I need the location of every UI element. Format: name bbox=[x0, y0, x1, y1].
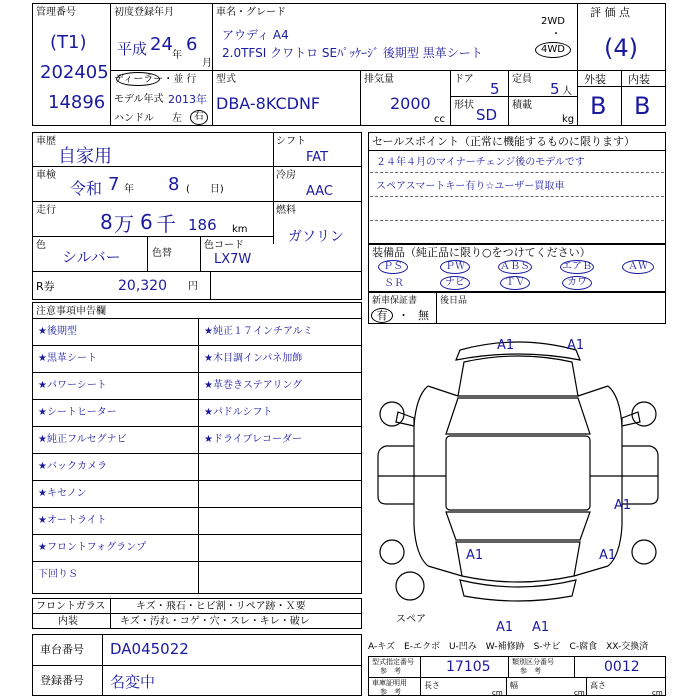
notes-title: 注意事項申告欄 bbox=[36, 306, 106, 317]
chassis-value: DA045022 bbox=[110, 640, 189, 658]
equip-abs: ＡＢＳ bbox=[500, 261, 530, 272]
divider bbox=[110, 70, 577, 71]
spare-tire bbox=[396, 572, 424, 600]
note-right-3: ★革巻きステアリング bbox=[204, 380, 303, 391]
drive-dot: ・ bbox=[551, 29, 561, 40]
type-spec-sub: 参 考 bbox=[380, 667, 401, 675]
damage-mark-front-bumper-left: A1 bbox=[497, 338, 515, 353]
equip-ps: ＰＳ bbox=[378, 260, 408, 274]
km-unit: km bbox=[232, 224, 248, 235]
type-spec-label: 型式指定番号 bbox=[372, 658, 414, 666]
color-label: 色 bbox=[36, 240, 46, 251]
divider bbox=[210, 271, 211, 300]
notes-row-divider bbox=[32, 561, 362, 562]
divider bbox=[273, 201, 362, 202]
divider bbox=[508, 656, 509, 677]
first-reg-month: 6 bbox=[186, 34, 198, 55]
wheel-front-left bbox=[380, 402, 404, 426]
notes-row-divider bbox=[32, 426, 362, 427]
reg-value: 名変中 bbox=[110, 673, 156, 691]
notes-row-divider bbox=[32, 507, 362, 508]
note-left-4: ★シートヒーター bbox=[38, 407, 117, 418]
r-value: 20,320 bbox=[118, 278, 167, 294]
note-left-9: ★フロントフォグランプ bbox=[38, 542, 147, 553]
divider bbox=[621, 70, 622, 126]
history-value: 自家用 bbox=[58, 146, 112, 167]
interior-label: 内装 bbox=[628, 73, 650, 86]
displacement-value: 2000 bbox=[390, 94, 431, 113]
damage-mark-rear-bumper-right: A1 bbox=[532, 620, 550, 635]
divider bbox=[198, 318, 199, 594]
class-label: 類別区分番号 bbox=[512, 658, 554, 666]
cert-sub: 参 考 bbox=[380, 688, 401, 696]
shaken-year: 7 bbox=[108, 174, 120, 195]
mileage-rest: 186 bbox=[188, 216, 217, 234]
shaken-day-label: ( 日) bbox=[186, 184, 224, 195]
type-label: 型式 bbox=[216, 74, 236, 85]
divider bbox=[436, 292, 437, 324]
divider bbox=[147, 236, 148, 271]
mileage-sen: 千 bbox=[156, 212, 176, 236]
note-left-3: ★パワーシート bbox=[38, 380, 107, 391]
doors-value: 5 bbox=[490, 80, 500, 98]
divider bbox=[420, 656, 421, 696]
shift-label: シフト bbox=[276, 136, 306, 147]
divider bbox=[200, 236, 201, 271]
aircon-value: AAC bbox=[306, 184, 333, 199]
mileage-sen-num: 6 bbox=[140, 210, 153, 234]
first-reg-era: 平成 bbox=[117, 40, 148, 58]
car-diagram bbox=[368, 326, 666, 638]
equip-leather: カワ bbox=[562, 276, 592, 290]
equip-pw: ＰＷ bbox=[440, 260, 470, 274]
divider bbox=[110, 3, 111, 126]
capacity-unit: 人 bbox=[562, 86, 572, 97]
class-sub: 参 考 bbox=[520, 667, 541, 675]
divider bbox=[110, 598, 111, 629]
divider bbox=[32, 236, 273, 237]
warranty-dot: ・ bbox=[398, 309, 409, 322]
mileage-man: 万 bbox=[114, 212, 134, 236]
damage-mark-right-rear-door: A1 bbox=[614, 498, 632, 513]
width-cm: cm bbox=[574, 689, 585, 697]
warranty-yes-circled: 有 bbox=[371, 308, 393, 323]
note-right-2: ★木目調インパネ加飾 bbox=[204, 353, 303, 364]
fuel-value: ガソリン bbox=[288, 229, 344, 245]
divider bbox=[212, 3, 213, 126]
model-year-label: モデル年式 bbox=[114, 94, 164, 105]
note-right-5: ★ドライブレコーダー bbox=[204, 434, 302, 445]
divider bbox=[508, 70, 509, 126]
notes-row-divider bbox=[32, 534, 362, 535]
model-year-value: 2013年 bbox=[168, 93, 207, 106]
shaken-month: 8 bbox=[168, 174, 180, 195]
spare-label: スペア bbox=[396, 614, 426, 625]
divider bbox=[370, 196, 664, 197]
wheel-rear-left bbox=[380, 540, 404, 564]
type-spec-value: 17105 bbox=[446, 659, 491, 675]
handle-right-circled: 右 bbox=[190, 110, 208, 125]
divider bbox=[32, 665, 362, 666]
divider bbox=[506, 677, 507, 696]
top-section bbox=[32, 3, 666, 126]
drive-4wd-circled: 4WD bbox=[535, 42, 571, 58]
shaken-year-unit: 年 bbox=[124, 184, 134, 195]
handle-label: ハンドル bbox=[114, 113, 154, 124]
note-left-2: ★黒革シート bbox=[38, 353, 97, 364]
interior-grade: B bbox=[634, 92, 651, 120]
first-reg-label: 初度登録年月 bbox=[114, 7, 174, 18]
r-label: R券 bbox=[36, 280, 55, 293]
divider bbox=[574, 656, 575, 677]
divider bbox=[586, 677, 587, 696]
equip-airbag: エアＢ bbox=[562, 261, 592, 272]
note-left-1: ★後期型 bbox=[38, 326, 77, 337]
kanri-no1: 202405 bbox=[40, 62, 109, 83]
aircon-label: 冷房 bbox=[276, 170, 296, 181]
doors-label: ドア bbox=[454, 74, 474, 85]
color-code-label: 色コード bbox=[204, 240, 244, 251]
shaken-era: 令和 bbox=[70, 179, 103, 198]
notes-row-divider bbox=[32, 345, 362, 346]
damage-mark-left-rear-fender: A1 bbox=[466, 548, 484, 563]
load-label: 積載 bbox=[512, 100, 532, 111]
wheel-front-right bbox=[632, 402, 656, 426]
divider bbox=[368, 150, 666, 151]
notes-row-divider bbox=[32, 318, 362, 319]
equip-tv: ＴＶ bbox=[500, 276, 530, 290]
cc-unit: cc bbox=[434, 114, 445, 125]
note-right-1: ★純正１７インチアルミ bbox=[204, 326, 313, 337]
shape-value: SD bbox=[476, 106, 498, 124]
equip-aw: ＡＷ bbox=[622, 260, 654, 274]
divider bbox=[32, 201, 273, 202]
exterior-grade: B bbox=[590, 92, 607, 120]
reg-label: 登録番号 bbox=[40, 674, 84, 687]
divider bbox=[32, 613, 362, 614]
length-cm: cm bbox=[492, 689, 503, 697]
damage-mark-rear-bumper-left: A1 bbox=[496, 620, 514, 635]
interior-cond-value: キズ・汚れ・コゲ・穴・スレ・キレ・破レ bbox=[120, 616, 310, 627]
cert-label: 車庫証明用 bbox=[372, 679, 407, 687]
note-left-5: ★純正フルセグナビ bbox=[38, 434, 127, 445]
notes-row-divider bbox=[32, 480, 362, 481]
capacity-label: 定員 bbox=[512, 74, 532, 85]
warranty-label: 新車保証書 bbox=[372, 296, 418, 306]
shift-value: FAT bbox=[306, 150, 329, 165]
note-left-6: ★バックカメラ bbox=[38, 461, 107, 472]
kg-unit: kg bbox=[562, 114, 575, 125]
divider bbox=[360, 70, 361, 126]
damage-mark-right-rear-fender: A1 bbox=[599, 548, 617, 563]
wheel-rear-right bbox=[632, 540, 656, 564]
kanri-no2: 14896 bbox=[48, 92, 106, 113]
divider bbox=[102, 634, 103, 696]
note-left-8: ★オートライト bbox=[38, 515, 107, 526]
dealer-circle bbox=[116, 72, 160, 86]
sales-title: セールスポイント（正常に機能するものに限ります） bbox=[372, 135, 636, 148]
divider bbox=[370, 172, 664, 173]
divider bbox=[577, 3, 578, 126]
divider bbox=[370, 220, 664, 221]
width-label: 幅 bbox=[510, 681, 518, 690]
color-code: LX7W bbox=[214, 252, 252, 267]
divider bbox=[368, 677, 666, 678]
front-glass-value: キズ・飛石・ヒビ割・リペア跡・Ｘ要 bbox=[136, 601, 306, 612]
later-label: 後日品 bbox=[440, 296, 468, 306]
color-value: シルバー bbox=[62, 248, 121, 266]
capacity-value: 5 bbox=[550, 80, 560, 98]
equipment-title: 装備品（純正品に限り○をつけてください） bbox=[372, 246, 591, 259]
notes-row-divider bbox=[32, 453, 362, 454]
dealer-label: ディーラー・並 行 bbox=[114, 74, 197, 85]
mileage-man-num: 8 bbox=[100, 210, 113, 234]
month-unit: 月 bbox=[202, 58, 212, 69]
history-label: 車歴 bbox=[36, 136, 56, 147]
color-change-label: 色替 bbox=[152, 248, 172, 259]
car-name-label: 車名・グレード bbox=[216, 7, 286, 18]
score-value: (4) bbox=[604, 34, 638, 62]
year-unit: 年 bbox=[172, 50, 182, 61]
kanri-label: 管理番号 bbox=[36, 7, 76, 18]
divider bbox=[450, 70, 451, 126]
interior-cond-label: 内装 bbox=[58, 616, 78, 627]
height-cm: cm bbox=[652, 689, 663, 697]
equip-sr: ＳＲ bbox=[384, 278, 404, 289]
front-glass-label: フロントガラス bbox=[36, 601, 106, 612]
displacement-label: 排気量 bbox=[364, 74, 394, 85]
equip-navi: ナビ bbox=[440, 276, 470, 290]
damage-mark-front-bumper-right: A1 bbox=[567, 338, 585, 353]
first-reg-year: 24 bbox=[150, 34, 173, 55]
divider bbox=[32, 271, 362, 272]
score-label: 評 価 点 bbox=[590, 6, 630, 19]
drive-2wd: 2WD bbox=[541, 16, 565, 27]
shaken-label: 車検 bbox=[36, 170, 56, 181]
chassis-label: 車台番号 bbox=[40, 643, 84, 656]
length-label: 長さ bbox=[424, 681, 440, 690]
car-grade: 2.0TFSI クワトロ SEﾊﾟｯｹｰｼﾞ 後期型 黒革シート bbox=[222, 46, 483, 60]
exterior-label: 外装 bbox=[584, 73, 606, 86]
note-left-7: ★キセノン bbox=[38, 488, 87, 499]
type-value: DBA-8KCDNF bbox=[216, 94, 321, 113]
kanri-t: (T1) bbox=[50, 32, 87, 53]
notes-row-divider bbox=[32, 372, 362, 373]
damage-legend: A-キズ E-エクボ U-凹み W-補修跡 S-サビ C-腐食 XX-交換済 bbox=[368, 642, 649, 652]
class-value: 0012 bbox=[604, 659, 640, 675]
notes-row-divider bbox=[32, 399, 362, 400]
divider bbox=[273, 132, 274, 244]
shape-label: 形状 bbox=[454, 100, 474, 111]
sales-line1: ２４年４月のマイナーチェンジ後のモデルです bbox=[376, 157, 585, 168]
note-left-10: 下回りＳ bbox=[38, 569, 78, 580]
handle-left: 左 bbox=[172, 113, 182, 124]
sales-line2: スペアスマートキー有り☆ユーザー買取車 bbox=[376, 181, 565, 192]
yen-unit: 円 bbox=[188, 281, 198, 292]
note-right-4: ★パドルシフト bbox=[204, 407, 273, 418]
car-name: アウディ A4 bbox=[222, 28, 289, 42]
mileage-label: 走行 bbox=[36, 205, 56, 216]
height-label: 高さ bbox=[590, 681, 606, 690]
warranty-no: 無 bbox=[418, 309, 429, 322]
fuel-label: 燃料 bbox=[276, 205, 296, 216]
